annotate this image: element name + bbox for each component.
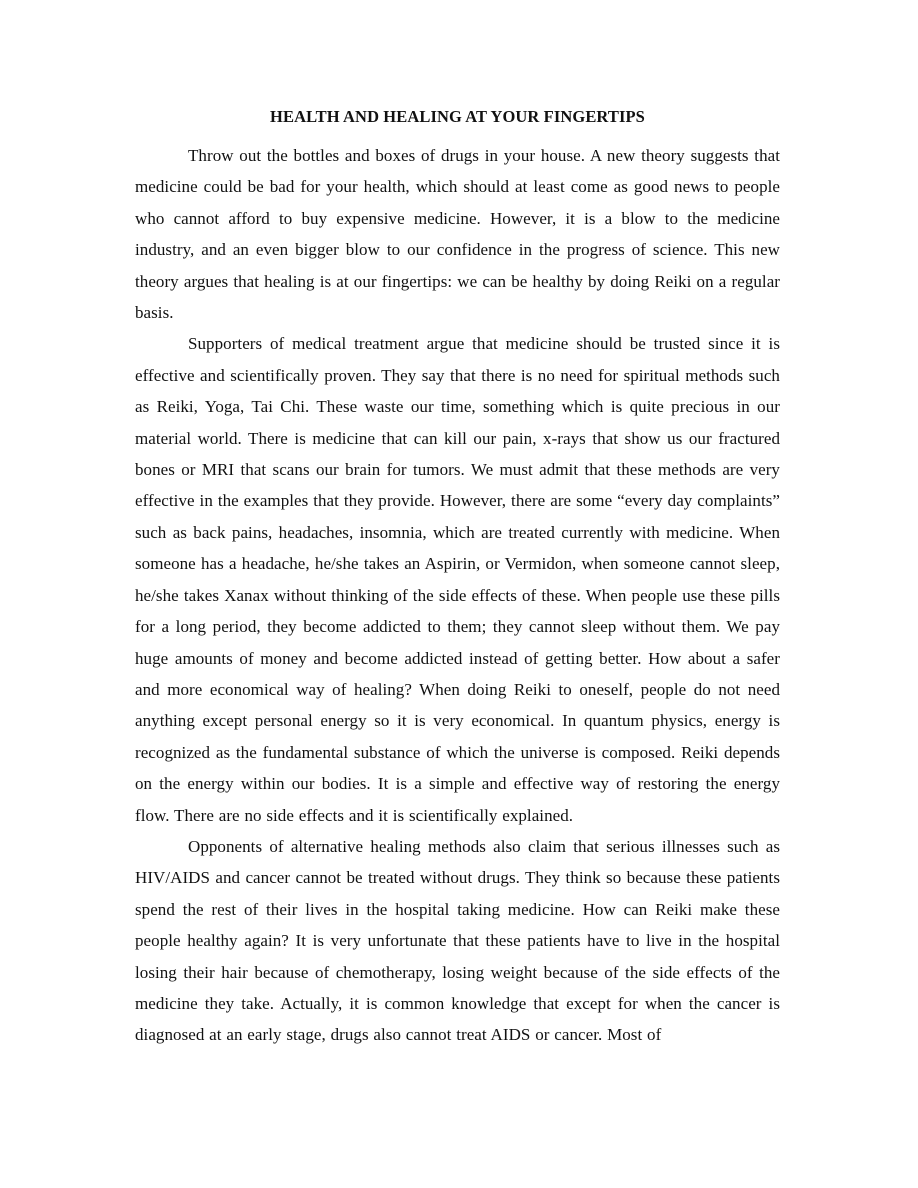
paragraph-2: Supporters of medical treatment argue that medicine should be trusted since it is effective and scientifically proven. They say that there is no need for spiritual methods such as Reiki, Yoga, Tai Chi. These waste our time, something which is quite precious in our material world. There is medicine that can kill our pain, x-rays that show us our fractured bones or MRI that scans our brain for tumors. We must admit that these methods are very effective in the examples that they provide. However, there are some “every day complaints” such as back pains, headaches, insomnia, which are treated currently with medicine. When someone has a headache, he/she takes an Aspirin, or Vermidon, when someone cannot sleep, he/she takes Xanax without thinking of the side effects of these. When people use these pills for a long period, they become addicted to them; they cannot sleep without them. We pay huge amounts of money and become addicted instead of getting better. How about a safer and more economical way of healing? When doing Reiki to oneself, people do not need anything except personal energy so it is very economical. In quantum physics, energy is recognized as the fundamental substance of which the universe is composed. Reiki depends on the energy within our bodies. It is a simple and effective way of restoring the energy flow. There are no side effects and it is scientifically explained. <box>135 334 780 825</box>
document-body <box>135 106 780 1051</box>
paragraph-1: Throw out the bottles and boxes of drugs in your house. A new theory suggests that medicine could be bad for your health, which should at least come as good news to people who cannot afford to buy expensive medicine. However, it is a blow to the medicine industry, and an even bigger blow to our confidence in the progress of science. This new theory argues that healing is at our fingertips: we can be healthy by doing Reiki on a regular basis. <box>135 146 780 323</box>
paragraph-3: Opponents of alternative healing methods also claim that serious illnesses such as HIV/AIDS and cancer cannot be treated without drugs. They think so because these patients spend the rest of their lives in the hospital taking medicine. How can Reiki make these people healthy again? It is very unfortunate that these patients have to live in the hospital losing their hair because of chemotherapy, losing weight because of the side effects of the medicine they take. Actually, it is common knowledge that except for when the cancer is diagnosed at an early stage, drugs also cannot treat AIDS or cancer. Most of <box>135 836 780 1045</box>
document-title: HEALTH AND HEALING AT YOUR FINGERTIPS <box>270 107 645 126</box>
